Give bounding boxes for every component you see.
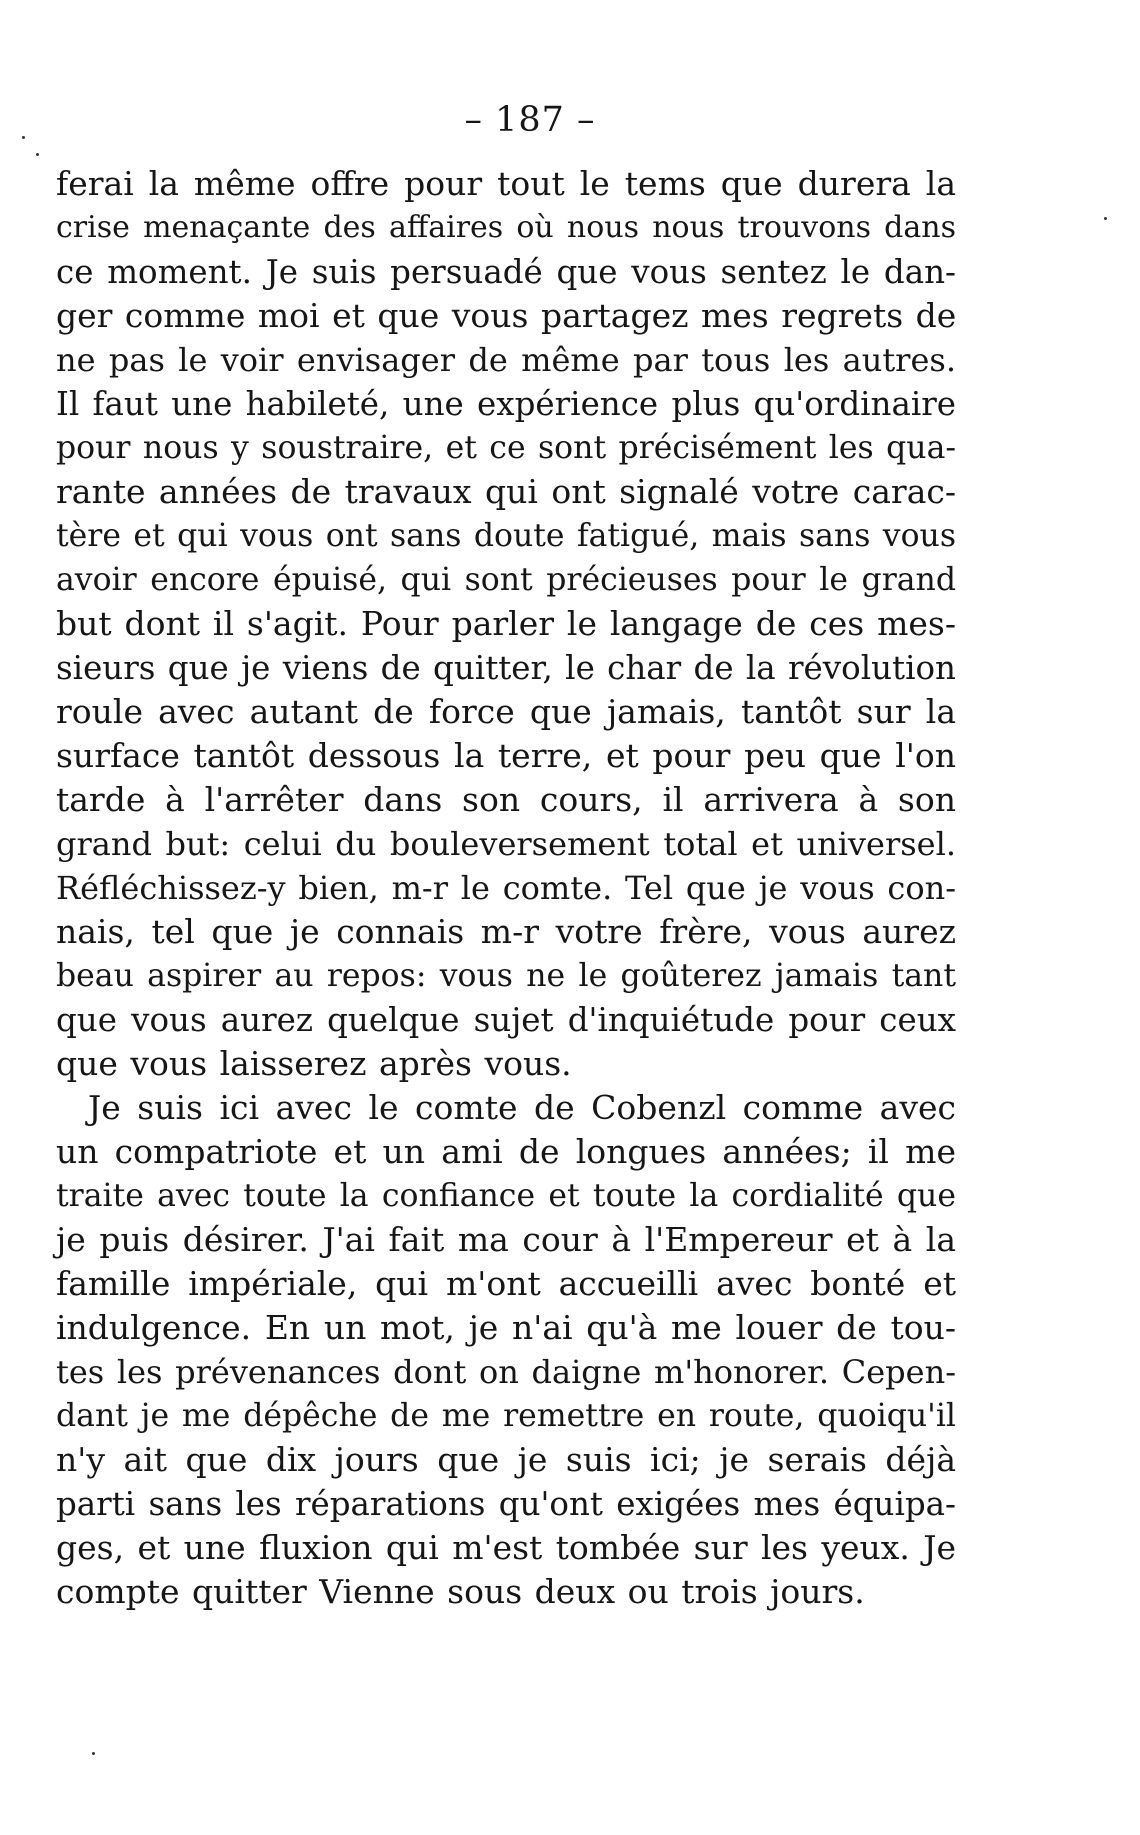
text-line: tère et qui vous ont sans doute fatigué, mais sans vous	[56, 518, 956, 554]
text-line: que vous laisserez après vous.	[56, 1044, 572, 1083]
paragraph-2	[56, 1086, 956, 1614]
text-line: tarde à l'arrêter dans son cours, il arrivera à son	[56, 780, 956, 819]
text-line: ce moment. Je suis persuadé que vous sentez le dan-	[56, 253, 956, 291]
text-line: avoir encore épuisé, qui sont précieuses pour le grand	[56, 562, 956, 598]
body-text	[56, 162, 956, 1614]
scan-speck	[36, 153, 39, 156]
text-line: Réfléchissez-y bien, m-r le comte. Tel que je vous con-	[56, 869, 956, 907]
text-line: beau aspirer au repos: vous ne le goûterez jamais tant	[56, 958, 956, 994]
scan-speck	[1104, 217, 1107, 220]
text-line: crise menaçante des affaires où nous nous trouvons dans	[56, 210, 956, 245]
text-line: nais, tel que je connais m-r votre frère, vous aurez	[56, 912, 956, 951]
text-line: pour nous y soustraire, et ce sont précisément les qua-	[56, 430, 956, 466]
text-line: ne pas le voir envisager de même par tous les autres.	[56, 341, 956, 379]
paragraph-1	[56, 162, 956, 1086]
text-line: un compatriote et un ami de longues années; il me	[56, 1132, 956, 1171]
text-line: Il faut une habileté, une expérience plus qu'ordinaire	[56, 385, 956, 423]
text-line: surface tantôt dessous la terre, et pour peu que l'on	[56, 736, 956, 775]
scan-speck	[22, 136, 25, 139]
text-line: dant je me dépêche de me remettre en route, quoiqu'il	[56, 1398, 956, 1434]
text-line: parti sans les réparations qu'ont exigées mes équipa-	[56, 1485, 956, 1523]
text-line: indulgence. En un mot, je n'ai qu'à me louer de tou-	[56, 1308, 956, 1347]
text-line: n'y ait que dix jours que je suis ici; je serais déjà	[56, 1440, 956, 1479]
text-line: traite avec toute la confiance et toute la cordialité que	[56, 1178, 956, 1214]
text-line: Je suis ici avec le comte de Cobenzl comme avec	[88, 1088, 956, 1127]
text-line: but dont il s'agit. Pour parler le langage de ces mes-	[56, 604, 956, 643]
scan-speck	[92, 1752, 95, 1755]
text-line: rante années de travaux qui ont signalé votre carac-	[56, 472, 956, 511]
text-line: ger comme moi et que vous partagez mes regrets de	[56, 296, 957, 335]
text-line: grand but: celui du bouleversement total et universel.	[56, 825, 956, 863]
text-line: je puis désirer. J'ai fait ma cour à l'Empereur et à la	[56, 1220, 956, 1259]
text-line: que vous aurez quelque sujet d'inquiétude pour ceux	[56, 1001, 956, 1039]
text-line: sieurs que je viens de quitter, le char de la révolution	[56, 649, 956, 687]
text-line: ferai la même offre pour tout le tems que durera la	[56, 164, 956, 203]
text-line: compte quitter Vienne sous deux ou trois jours.	[56, 1572, 865, 1611]
page-number: – 187 –	[464, 100, 596, 140]
text-line: ges, et une fluxion qui m'est tombée sur les yeux. Je	[56, 1528, 956, 1567]
text-line: roule avec autant de force que jamais, tantôt sur la	[56, 692, 956, 731]
text-line: famille impériale, qui m'ont accueilli avec bonté et	[56, 1264, 956, 1303]
text-line: tes les prévenances dont on daigne m'honorer. Cepen-	[56, 1353, 956, 1391]
